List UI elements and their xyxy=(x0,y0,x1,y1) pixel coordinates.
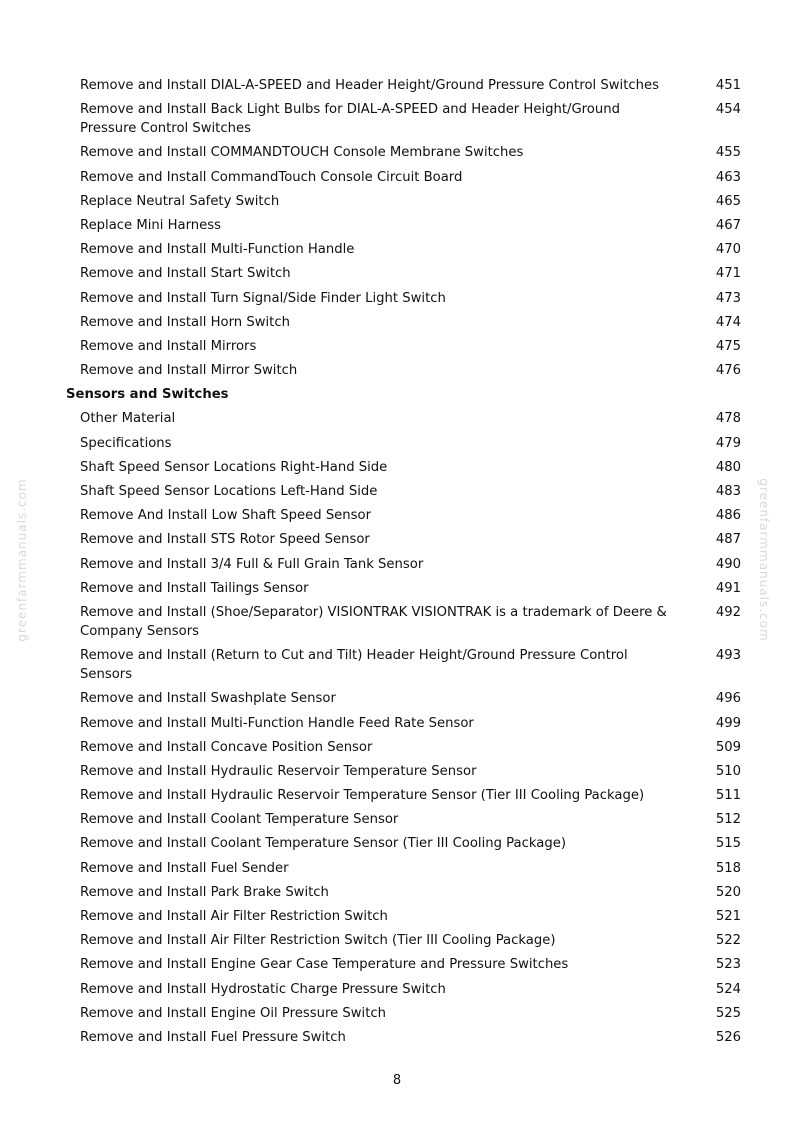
toc-entry-title[interactable]: Shaft Speed Sensor Locations Left-Hand Side xyxy=(80,484,378,499)
toc-entry-page[interactable]: 511 xyxy=(715,788,741,804)
toc-entry[interactable] xyxy=(0,714,794,733)
toc-entry-title[interactable]: Remove and Install Air Filter Restriction Switch (Tier III Cooling Package) xyxy=(80,933,556,949)
toc-entry-title[interactable]: Remove and Install Horn Switch xyxy=(80,314,290,330)
toc-entry-title[interactable]: Remove and Install Coolant Temperature Sensor (Tier III Cooling Package) xyxy=(80,836,566,852)
watermark-right: greenfarmmanuals.com xyxy=(757,478,771,642)
toc-entry[interactable] xyxy=(0,955,794,974)
toc-entry-page[interactable]: 467 xyxy=(715,217,741,233)
toc-section-heading: Sensors and Switches xyxy=(66,387,229,403)
toc-entry-page[interactable]: 490 xyxy=(715,556,741,572)
toc-entry-page[interactable]: 475 xyxy=(715,338,741,354)
toc-entry-page[interactable]: 492 xyxy=(715,604,741,620)
toc-entry-page[interactable]: 491 xyxy=(715,580,741,596)
toc-entry-page[interactable]: 510 xyxy=(715,763,741,779)
toc-entry-page[interactable]: 524 xyxy=(715,981,741,997)
toc-entry-page[interactable]: 496 xyxy=(715,691,741,707)
toc-entry-page[interactable]: 471 xyxy=(715,266,741,282)
watermark-left: greenfarmmanuals.com xyxy=(15,478,29,642)
toc-entry-title[interactable]: Remove and Install STS Rotor Speed Sensor xyxy=(80,532,370,548)
toc-entry-title[interactable]: Remove and Install Hydraulic Reservoir Temperature Sensor xyxy=(80,763,477,779)
toc-entry-page[interactable]: 486 xyxy=(715,508,741,524)
toc-entry-page[interactable]: 483 xyxy=(715,484,741,499)
toc-entry-title[interactable]: Remove and Install Coolant Temperature Sensor xyxy=(80,812,399,828)
toc-entry-title[interactable]: Remove and Install Park Brake Switch xyxy=(80,884,329,900)
toc-entry-page[interactable]: 454 xyxy=(715,102,741,118)
toc-entry-page[interactable]: 480 xyxy=(715,459,741,475)
toc-entry[interactable] xyxy=(0,143,794,162)
toc-entry-title[interactable]: Remove and Install Multi-Function Handle Feed Rate Sensor xyxy=(80,715,474,731)
toc-entry-page[interactable]: 455 xyxy=(715,145,741,161)
toc-entry-page[interactable]: 521 xyxy=(715,909,741,924)
toc-entry[interactable] xyxy=(0,76,794,95)
table-of-contents xyxy=(0,76,794,1052)
toc-entry-page[interactable]: 499 xyxy=(715,715,741,731)
toc-entry-page[interactable]: 515 xyxy=(715,836,741,852)
toc-entry-page[interactable]: 474 xyxy=(715,314,741,330)
toc-entry[interactable] xyxy=(0,530,794,549)
toc-entry[interactable] xyxy=(0,100,794,138)
toc-entry-page[interactable]: 479 xyxy=(715,435,741,451)
toc-entry[interactable] xyxy=(0,482,794,501)
toc-entry-title[interactable]: Replace Mini Harness xyxy=(80,217,222,233)
toc-entry-title[interactable]: Remove and Install Hydrostatic Charge Pressure Switch xyxy=(80,981,446,997)
toc-entry-title[interactable]: Remove and Install Mirrors xyxy=(80,338,257,354)
toc-entry[interactable] xyxy=(0,240,794,259)
toc-entry-page[interactable]: 470 xyxy=(715,242,741,258)
toc-entry[interactable] xyxy=(0,264,794,283)
toc-entry-title[interactable]: Remove and Install Fuel Sender xyxy=(80,860,289,876)
page-number: 8 xyxy=(392,1073,402,1088)
toc-entry-title[interactable]: Remove and Install Fuel Pressure Switch xyxy=(80,1029,346,1045)
toc-entry[interactable] xyxy=(0,313,794,332)
toc-entry[interactable] xyxy=(0,646,794,684)
toc-entry-title[interactable]: Shaft Speed Sensor Locations Right-Hand Side xyxy=(80,459,388,475)
toc-entry[interactable] xyxy=(0,1004,794,1023)
toc-entry-page[interactable]: 465 xyxy=(715,193,741,209)
toc-entry-page[interactable]: 526 xyxy=(715,1029,741,1045)
toc-entry-title[interactable]: Other Material xyxy=(80,411,176,427)
toc-entry-page[interactable]: 523 xyxy=(715,957,741,973)
toc-entry[interactable] xyxy=(0,786,794,805)
toc-entry-title[interactable]: Remove and Install Mirror Switch xyxy=(80,363,298,379)
toc-entry[interactable] xyxy=(0,859,794,878)
toc-entry-page[interactable]: 473 xyxy=(715,290,741,306)
toc-entry[interactable] xyxy=(0,762,794,781)
toc-entry-title[interactable]: Remove and Install 3/4 Full & Full Grain Tank Sensor xyxy=(80,556,424,572)
toc-entry[interactable] xyxy=(0,289,794,308)
toc-entry-page[interactable]: 463 xyxy=(715,169,741,185)
toc-entry-title[interactable]: Remove and Install (Return to Cut and Tilt) Header Height/Ground Pressure Control Sensors xyxy=(80,648,628,683)
toc-entry-page[interactable]: 520 xyxy=(715,884,741,900)
toc-entry-title[interactable]: Remove and Install DIAL-A-SPEED and Header Height/Ground Pressure Control Switches xyxy=(80,78,659,93)
toc-entry-page[interactable]: 522 xyxy=(715,933,741,949)
toc-entry-title[interactable]: Specifications xyxy=(80,435,172,451)
toc-entry[interactable] xyxy=(0,409,794,428)
toc-entry[interactable] xyxy=(0,834,794,853)
toc-entry-title[interactable]: Remove and Install Tailings Sensor xyxy=(80,580,309,596)
toc-entry-title[interactable]: Remove and Install Multi-Function Handle xyxy=(80,242,355,258)
toc-entry[interactable] xyxy=(0,980,794,999)
toc-entry-page[interactable]: 476 xyxy=(715,363,741,379)
toc-entry-title[interactable]: Remove and Install Hydraulic Reservoir Temperature Sensor (Tier III Cooling Package) xyxy=(80,788,645,804)
toc-entry-title[interactable]: Remove and Install (Shoe/Separator) VISIONTRAK VISIONTRAK is a trademark of Deere & Company Sensors xyxy=(80,604,667,639)
toc-entry[interactable] xyxy=(0,458,794,477)
toc-entry-title[interactable]: Remove and Install Concave Position Sensor xyxy=(80,739,373,755)
toc-entry[interactable] xyxy=(0,738,794,757)
toc-entry-title[interactable]: Replace Neutral Safety Switch xyxy=(80,193,280,209)
toc-entry-title[interactable]: Remove And Install Low Shaft Speed Sensor xyxy=(80,508,372,524)
toc-entry-title[interactable]: Remove and Install Engine Gear Case Temperature and Pressure Switches xyxy=(80,957,569,973)
toc-entry[interactable] xyxy=(0,1028,794,1047)
toc-entry-page[interactable]: 487 xyxy=(715,532,741,548)
toc-entry-title[interactable]: Remove and Install COMMANDTOUCH Console Membrane Switches xyxy=(80,145,524,161)
toc-entry-title[interactable]: Remove and Install Air Filter Restriction Switch xyxy=(80,909,388,924)
toc-entry[interactable] xyxy=(0,907,794,926)
toc-entry[interactable] xyxy=(0,192,794,211)
toc-entry-page[interactable]: 451 xyxy=(715,78,741,93)
toc-entry[interactable] xyxy=(0,434,794,453)
toc-entry-page[interactable]: 512 xyxy=(715,812,741,828)
toc-entry[interactable] xyxy=(0,603,794,641)
toc-entry-title[interactable]: Remove and Install Start Switch xyxy=(80,266,291,282)
toc-entry-title[interactable]: Remove and Install Back Light Bulbs for DIAL-A-SPEED and Header Height/Ground Pressure Control Switches xyxy=(80,102,620,137)
toc-entry-page[interactable]: 478 xyxy=(715,411,741,427)
toc-entry[interactable] xyxy=(0,337,794,356)
toc-entry[interactable] xyxy=(0,810,794,829)
toc-entry[interactable] xyxy=(0,689,794,708)
toc-entry[interactable] xyxy=(0,555,794,574)
toc-entry-page[interactable]: 525 xyxy=(715,1005,741,1021)
toc-entry[interactable] xyxy=(0,168,794,187)
toc-entry-title[interactable]: Remove and Install Engine Oil Pressure Switch xyxy=(80,1005,386,1021)
toc-entry-page[interactable]: 493 xyxy=(715,648,741,664)
toc-entry-title[interactable]: Remove and Install Swashplate Sensor xyxy=(80,691,336,707)
toc-entry-page[interactable]: 518 xyxy=(715,860,741,876)
toc-entry-title[interactable]: Remove and Install CommandTouch Console Circuit Board xyxy=(80,169,463,185)
toc-entry[interactable] xyxy=(0,361,794,380)
toc-entry[interactable] xyxy=(0,216,794,235)
toc-entry[interactable] xyxy=(0,506,794,525)
toc-entry-page[interactable]: 509 xyxy=(715,739,741,755)
toc-entry[interactable] xyxy=(0,931,794,950)
toc-entry[interactable] xyxy=(0,883,794,902)
toc-entry[interactable] xyxy=(0,579,794,598)
toc-entry-title[interactable]: Remove and Install Turn Signal/Side Finder Light Switch xyxy=(80,290,446,306)
